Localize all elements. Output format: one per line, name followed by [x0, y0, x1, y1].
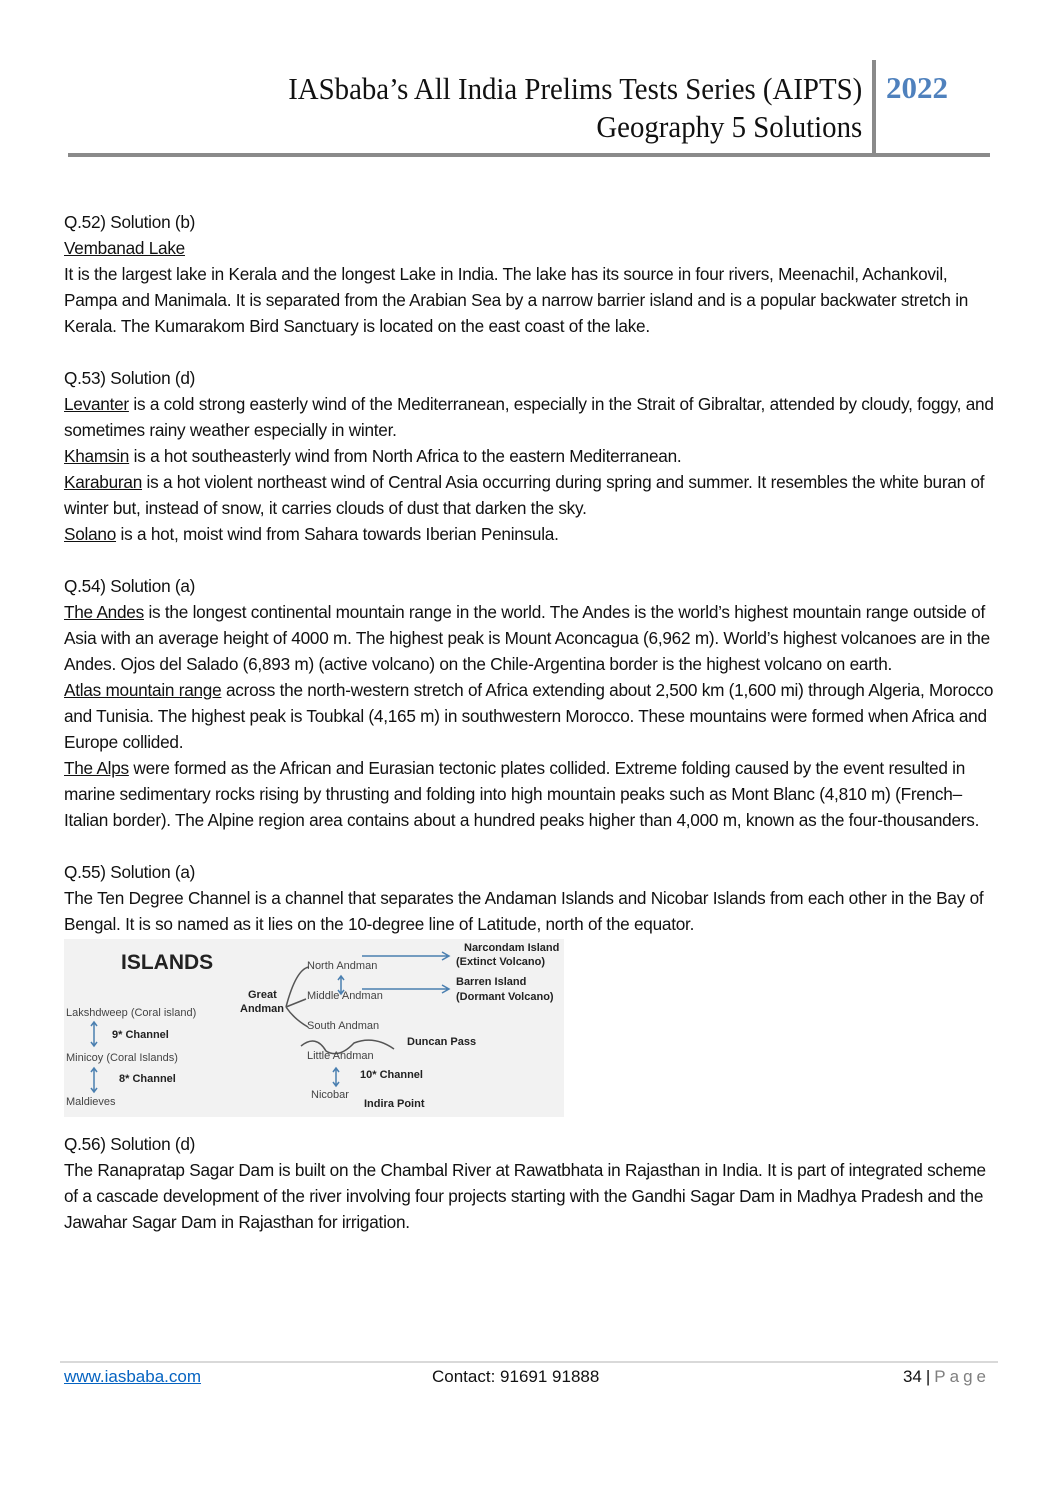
paragraph-text: is a hot violent northeast wind of Central Asia occurring during spring and summer. It resembles the white buran of winter but, instead of snow, it carries clouds of dust that darken the sky. [64, 472, 985, 518]
underlined-term: Karaburan [64, 472, 143, 492]
header-title-line1: IASbaba’s All India Prelims Tests Series (AIPTS) [287, 71, 862, 106]
document-body [64, 209, 999, 1261]
paragraph [64, 391, 999, 443]
label-nicobar: Nicobar [311, 1089, 349, 1101]
paragraph [64, 677, 999, 755]
paragraph-text: is the longest continental mountain range in the world. The Andes is the world’s highest mountain range outside of Asia with an average height of 4000 m. The highest peak is Mount Aconcagua (6,962 m). World’s highest volcanoes are in the Andes. Ojos del Salado (6,893 m) (active volcano) on the Chile-Argentina border is the highest volcano on earth. [64, 602, 990, 674]
paragraph-text: is a hot southeasterly wind from North Africa to the eastern Mediterranean. [129, 446, 682, 466]
paragraph [64, 521, 999, 547]
diagram-title: ISLANDS [121, 951, 214, 974]
header-rule [68, 153, 990, 157]
header-year: 2022 [886, 70, 948, 105]
label-andman: Andman [240, 1003, 284, 1015]
label-little-andman: Little Andman [307, 1050, 374, 1062]
label-narcondam: Narcondam Island [464, 942, 560, 954]
underlined-term: Vembanad Lake [64, 238, 185, 258]
paragraph [64, 755, 999, 833]
paragraph-text: It is the largest lake in Kerala and the longest Lake in India. The lake has its source in four rivers, Meenachil, Achankovil, Pampa and Manimala. It is separated from the Arabian Sea by a narrow barrier island and is a popular backwater stretch in Kerala. The Kumarakom Bird Sanctuary is located on the east coast of the lake. [64, 264, 969, 336]
underlined-term: The Alps [64, 758, 129, 778]
solution-heading: Q.54) Solution (a) [64, 576, 196, 596]
solution-section [64, 1131, 999, 1235]
solution-heading: Q.53) Solution (d) [64, 368, 196, 388]
paragraph [64, 599, 999, 677]
label-great: Great [248, 989, 277, 1001]
label-indira-point: Indira Point [364, 1098, 425, 1110]
paragraph-text: is a cold strong easterly wind of the Mediterranean, especially in the Strait of Gibraltar, attended by cloudy, foggy, and sometimes rainy weather especially in winter. [64, 394, 994, 440]
paragraph-text: were formed as the African and Eurasian tectonic plates collided. Extreme folding caused by the event resulted in marine sedimentary rocks rising by thrusting and folding into high mountain peaks such as Mont Blanc (4,810 m) (French–Italian border). The Alpine region area contains about a hundred peaks higher than 4,000 m, known as the four-thousanders. [64, 758, 980, 830]
page-num: 34 [902, 1367, 922, 1386]
page-sep: | [925, 1367, 931, 1386]
paragraph [64, 885, 999, 937]
label-extinct-volcano: (Extinct Volcano) [456, 956, 546, 968]
page-label: Page [934, 1367, 990, 1386]
islands-diagram [64, 939, 564, 1117]
label-north-andman: North Andman [307, 960, 378, 972]
label-duncan-pass: Duncan Pass [407, 1036, 477, 1048]
underlined-term: Khamsin [64, 446, 130, 466]
paragraph [64, 1157, 999, 1235]
solution-section [64, 209, 999, 339]
underlined-term: Levanter [64, 394, 129, 414]
label-dormant-volcano: (Dormant Volcano) [456, 991, 554, 1003]
label-south-andman: South Andman [307, 1020, 380, 1032]
solution-heading: Q.55) Solution (a) [64, 862, 196, 882]
header-divider [872, 60, 876, 156]
paragraph [64, 469, 999, 521]
solution-section [64, 859, 999, 1117]
underlined-term: Atlas mountain range [64, 680, 222, 700]
header-title-line2: Geography 5 Solutions [596, 109, 862, 144]
paragraph-text: The Ten Degree Channel is a channel that separates the Andaman Islands and Nicobar Islands from each other in the Bay of Bengal. It is so named as it lies on the 10-degree line of Latitude, north of the equator. [64, 888, 984, 934]
label-10-channel: 10* Channel [360, 1069, 423, 1081]
label-9-channel: 9* Channel [112, 1029, 169, 1041]
paragraph-text: The Ranapratap Sagar Dam is built on the Chambal River at Rawatbhata in Rajasthan in India. It is part of integrated scheme of a cascade development of the river involving four projects starting with the Gandhi Sagar Dam in Madhya Pradesh and the Jawahar Sagar Dam in Rajasthan for irrigation. [64, 1160, 986, 1232]
contact-info: Contact: 91691 91888 [432, 1367, 600, 1386]
label-8-channel: 8* Channel [119, 1073, 176, 1085]
label-barren-island: Barren Island [456, 976, 527, 988]
header-title [288, 70, 862, 146]
solution-heading: Q.56) Solution (d) [64, 1134, 196, 1154]
label-middle-andman: Middle Andman [307, 990, 383, 1002]
paragraph [64, 261, 999, 339]
solution-section [64, 573, 999, 833]
footer-rule [60, 1361, 998, 1363]
solution-heading: Q.52) Solution (b) [64, 212, 196, 232]
underlined-term: Solano [64, 524, 117, 544]
solution-section [64, 365, 999, 547]
page-number [903, 1367, 990, 1387]
paragraph [64, 443, 999, 469]
label-lakshadweep: Lakshdweep (Coral island) [66, 1007, 197, 1019]
underlined-term: The Andes [64, 602, 144, 622]
paragraph-text: is a hot, moist wind from Sahara towards Iberian Peninsula. [116, 524, 559, 544]
label-minicoy: Minicoy (Coral Islands) [66, 1052, 178, 1064]
website-link[interactable]: www.iasbaba.com [64, 1367, 202, 1386]
paragraph-text: across the north-western stretch of Africa extending about 2,500 km (1,600 mi) through Algeria, Morocco and Tunisia. The highest peak is Toubkal (4,165 m) in southwestern Morocco. These mountains were formed when Africa and Europe collided. [64, 680, 994, 752]
label-maldives: Maldieves [66, 1096, 116, 1108]
paragraph [64, 235, 999, 261]
